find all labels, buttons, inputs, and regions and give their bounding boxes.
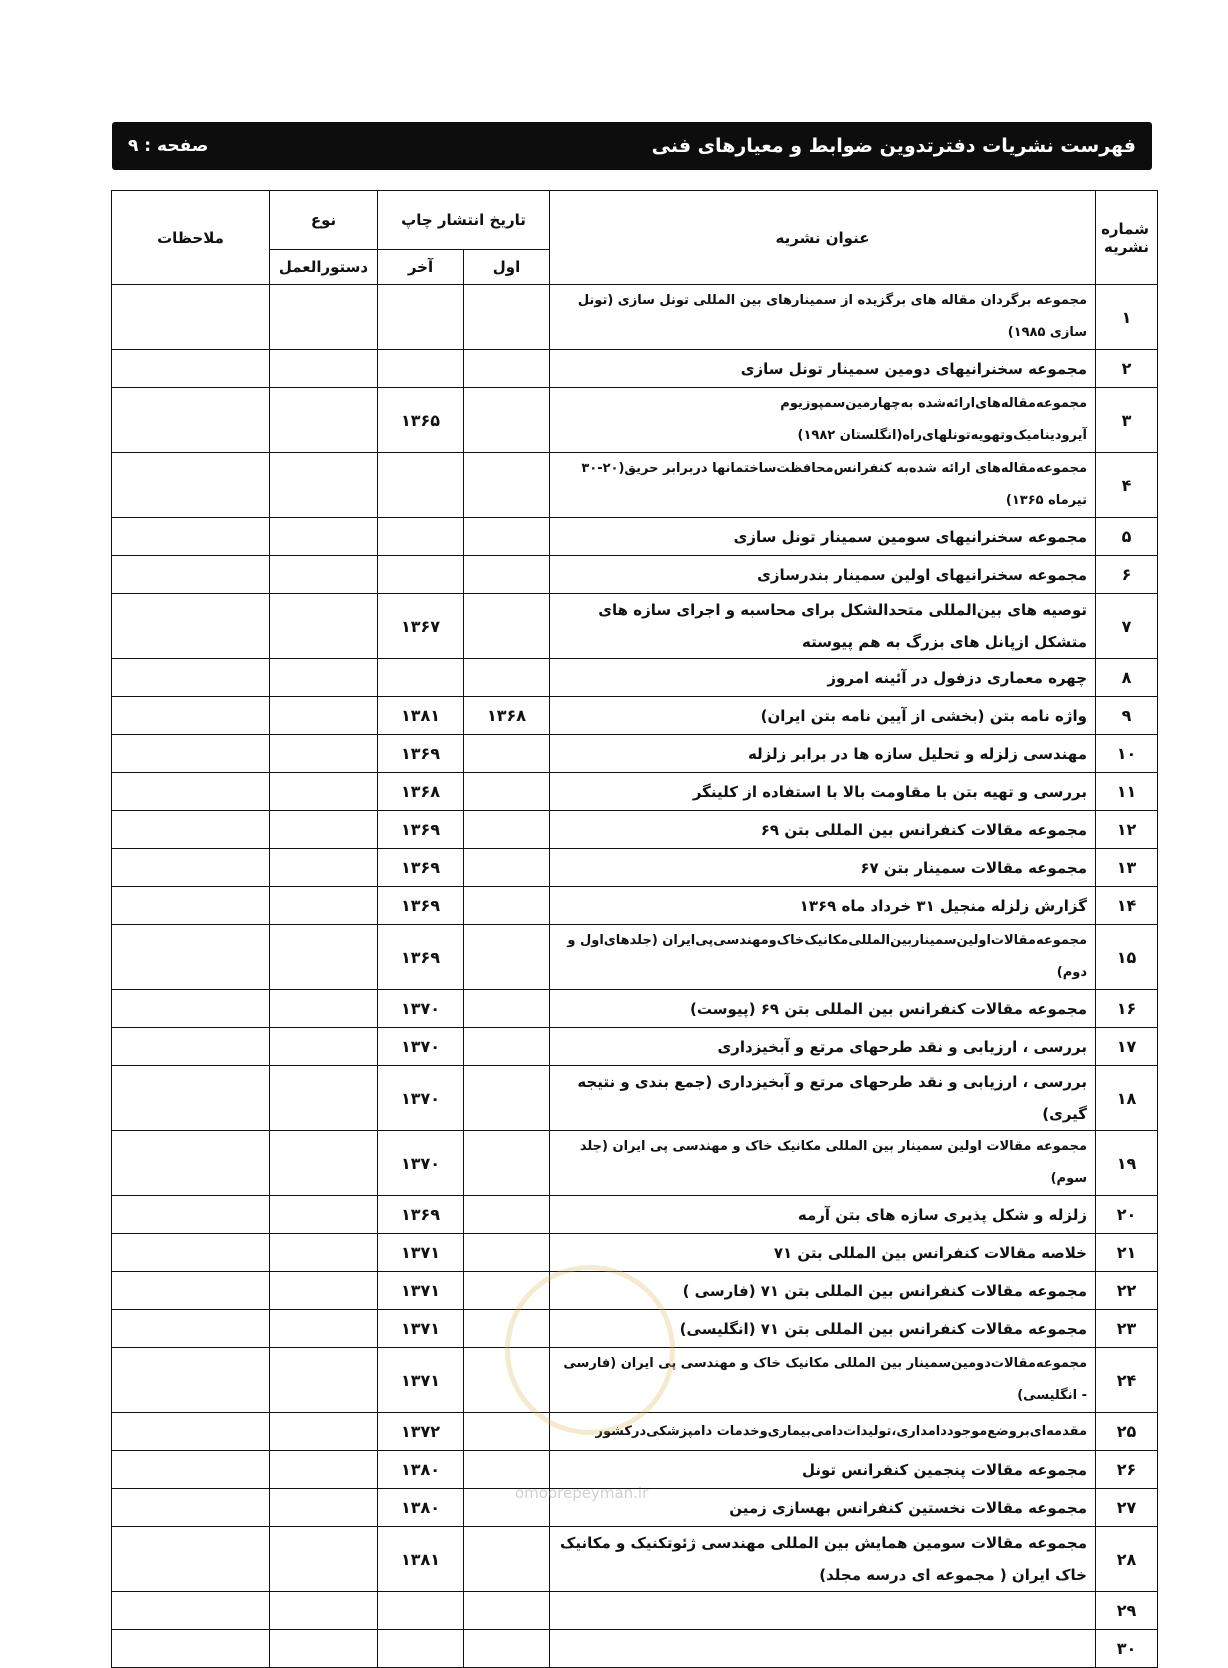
header-number: شماره نشریه bbox=[1096, 191, 1158, 285]
table-row bbox=[111, 1413, 1157, 1451]
row-type bbox=[269, 1234, 377, 1272]
row-notes bbox=[111, 1348, 269, 1413]
row-title: چهره معماری دزفول در آئینه امروز bbox=[550, 659, 1096, 697]
row-title: گزارش زلزله منجیل ۳۱ خرداد ماه ۱۳۶۹ bbox=[550, 887, 1096, 925]
row-type bbox=[269, 1489, 377, 1527]
row-type bbox=[269, 1348, 377, 1413]
row-number: ۲۸ bbox=[1096, 1527, 1158, 1592]
row-last-edition: ۱۳۷۰ bbox=[377, 990, 463, 1028]
row-first-edition bbox=[464, 1066, 550, 1131]
row-first-edition: ۱۳۶۸ bbox=[464, 697, 550, 735]
row-last-edition: ۱۳۷۰ bbox=[377, 1028, 463, 1066]
row-type bbox=[269, 735, 377, 773]
row-number: ۱۲ bbox=[1096, 811, 1158, 849]
row-title: مجموعه‌مقاله‌های ارائه شده‌به کنفرانس‌محافظت‌ساختمانها دربرابر حریق(۲۰-۳۰ تیرماه ۱۳۶۵) bbox=[550, 453, 1096, 518]
row-type bbox=[269, 773, 377, 811]
table-row bbox=[111, 1272, 1157, 1310]
row-last-edition: ۱۳۶۹ bbox=[377, 1196, 463, 1234]
row-number: ۷ bbox=[1096, 594, 1158, 659]
row-notes bbox=[111, 925, 269, 990]
row-last-edition: ۱۳۸۱ bbox=[377, 697, 463, 735]
row-title: مجموعه سخنرانیهای سومین سمینار تونل سازی bbox=[550, 518, 1096, 556]
row-first-edition bbox=[464, 1527, 550, 1592]
row-number: ۱۹ bbox=[1096, 1131, 1158, 1196]
row-notes bbox=[111, 1131, 269, 1196]
row-first-edition bbox=[464, 990, 550, 1028]
row-number: ۱ bbox=[1096, 285, 1158, 350]
row-notes bbox=[111, 1272, 269, 1310]
table-row bbox=[111, 925, 1157, 990]
row-type bbox=[269, 388, 377, 453]
row-number: ۹ bbox=[1096, 697, 1158, 735]
table-row bbox=[111, 990, 1157, 1028]
header-notes: ملاحظات bbox=[111, 191, 269, 285]
row-last-edition bbox=[377, 1592, 463, 1630]
table-row bbox=[111, 1630, 1157, 1668]
row-last-edition: ۱۳۷۱ bbox=[377, 1348, 463, 1413]
row-notes bbox=[111, 1527, 269, 1592]
row-title bbox=[550, 1630, 1096, 1668]
row-number: ۲۳ bbox=[1096, 1310, 1158, 1348]
row-first-edition bbox=[464, 388, 550, 453]
row-number: ۲۴ bbox=[1096, 1348, 1158, 1413]
row-last-edition bbox=[377, 556, 463, 594]
row-last-edition: ۱۳۷۰ bbox=[377, 1066, 463, 1131]
header-last-edition: آخر bbox=[377, 250, 463, 285]
row-last-edition bbox=[377, 285, 463, 350]
row-last-edition bbox=[377, 350, 463, 388]
row-notes bbox=[111, 453, 269, 518]
row-number: ۱۳ bbox=[1096, 849, 1158, 887]
row-number: ۱۰ bbox=[1096, 735, 1158, 773]
row-last-edition: ۱۳۶۹ bbox=[377, 811, 463, 849]
publications-table-wrap bbox=[112, 190, 1158, 1668]
row-title: مجموعه مقالات پنجمین کنفرانس تونل bbox=[550, 1451, 1096, 1489]
row-title: مجموعه مقالات اولین سمینار بین المللی مکانیک خاک و مهندسی پی ایران (جلد سوم) bbox=[550, 1131, 1096, 1196]
row-notes bbox=[111, 735, 269, 773]
row-first-edition bbox=[464, 556, 550, 594]
row-notes bbox=[111, 811, 269, 849]
row-first-edition bbox=[464, 1592, 550, 1630]
row-last-edition: ۱۳۷۱ bbox=[377, 1310, 463, 1348]
row-first-edition bbox=[464, 594, 550, 659]
row-first-edition bbox=[464, 1451, 550, 1489]
row-first-edition bbox=[464, 453, 550, 518]
row-type bbox=[269, 1131, 377, 1196]
row-notes bbox=[111, 1592, 269, 1630]
row-first-edition bbox=[464, 1272, 550, 1310]
row-number: ۲۶ bbox=[1096, 1451, 1158, 1489]
row-title bbox=[550, 1592, 1096, 1630]
row-first-edition bbox=[464, 735, 550, 773]
row-notes bbox=[111, 1234, 269, 1272]
row-type bbox=[269, 811, 377, 849]
row-last-edition: ۱۳۶۵ bbox=[377, 388, 463, 453]
row-first-edition bbox=[464, 1028, 550, 1066]
row-number: ۲۱ bbox=[1096, 1234, 1158, 1272]
row-type bbox=[269, 1272, 377, 1310]
row-title: بررسی و تهیه بتن با مقاومت بالا با استفاده از کلینگر bbox=[550, 773, 1096, 811]
row-title: مجموعه مقالات سمینار بتن ۶۷ bbox=[550, 849, 1096, 887]
row-number: ۳۰ bbox=[1096, 1630, 1158, 1668]
row-notes bbox=[111, 849, 269, 887]
table-row bbox=[111, 1527, 1157, 1592]
row-first-edition bbox=[464, 659, 550, 697]
table-row bbox=[111, 556, 1157, 594]
row-type bbox=[269, 518, 377, 556]
row-notes bbox=[111, 518, 269, 556]
row-number: ۱۷ bbox=[1096, 1028, 1158, 1066]
row-last-edition: ۱۳۸۰ bbox=[377, 1451, 463, 1489]
table-row bbox=[111, 594, 1157, 659]
row-type bbox=[269, 849, 377, 887]
row-notes bbox=[111, 773, 269, 811]
row-title: بررسی ، ارزیابی و نقد طرحهای مرتع و آبخیزداری (جمع بندی و نتیجه گیری) bbox=[550, 1066, 1096, 1131]
row-number: ۱۵ bbox=[1096, 925, 1158, 990]
row-notes bbox=[111, 1413, 269, 1451]
header-title: عنوان نشریه bbox=[550, 191, 1096, 285]
row-last-edition: ۱۳۶۷ bbox=[377, 594, 463, 659]
table-row bbox=[111, 811, 1157, 849]
document-title: فهرست نشریات دفترتدوین ضوابط و معیارهای فنی bbox=[651, 135, 1136, 157]
row-last-edition bbox=[377, 659, 463, 697]
table-row bbox=[111, 388, 1157, 453]
row-first-edition bbox=[464, 1131, 550, 1196]
row-type bbox=[269, 659, 377, 697]
row-last-edition: ۱۳۷۰ bbox=[377, 1131, 463, 1196]
table-row bbox=[111, 1451, 1157, 1489]
table-row bbox=[111, 1196, 1157, 1234]
row-first-edition bbox=[464, 773, 550, 811]
row-title: مجموعه‌مقالات‌اولین‌سمینار‌بین‌المللی‌مکانیک‌خاک‌و‌مهندسی‌پی‌ایران (جلدهای‌اول و دوم) bbox=[550, 925, 1096, 990]
table-row bbox=[111, 518, 1157, 556]
table-row bbox=[111, 849, 1157, 887]
row-notes bbox=[111, 1630, 269, 1668]
table-row bbox=[111, 697, 1157, 735]
row-title: زلزله و شکل پذیری سازه های بتن آرمه bbox=[550, 1196, 1096, 1234]
row-type bbox=[269, 925, 377, 990]
row-first-edition bbox=[464, 1630, 550, 1668]
header-instruction: دستورالعمل bbox=[269, 250, 377, 285]
table-body bbox=[111, 285, 1157, 1668]
row-title: مجموعه سخنرانیهای اولین سمینار بندرسازی bbox=[550, 556, 1096, 594]
table-row bbox=[111, 1310, 1157, 1348]
row-type bbox=[269, 1451, 377, 1489]
row-notes bbox=[111, 1489, 269, 1527]
row-type bbox=[269, 285, 377, 350]
row-number: ۴ bbox=[1096, 453, 1158, 518]
row-type bbox=[269, 594, 377, 659]
row-first-edition bbox=[464, 1413, 550, 1451]
watermark-text: omoorepeyman.ir bbox=[515, 1484, 649, 1502]
row-title: مجموعه مقالات کنفرانس بین المللی بتن ۶۹ (پیوست) bbox=[550, 990, 1096, 1028]
row-last-edition: ۱۳۶۸ bbox=[377, 773, 463, 811]
row-number: ۱۶ bbox=[1096, 990, 1158, 1028]
row-last-edition: ۱۳۶۹ bbox=[377, 735, 463, 773]
row-notes bbox=[111, 990, 269, 1028]
row-title: مجموعه‌مقالات‌دومین‌سمینار بین المللی مکانیک خاک و مهندسی پی ایران (فارسی - انگلیسی) bbox=[550, 1348, 1096, 1413]
row-first-edition bbox=[464, 350, 550, 388]
row-title: مجموعه مقالات کنفرانس بین المللی بتن ۶۹ bbox=[550, 811, 1096, 849]
row-number: ۱۱ bbox=[1096, 773, 1158, 811]
row-number: ۵ bbox=[1096, 518, 1158, 556]
row-title: مجموعه‌مقاله‌های‌ارائه‌شده به‌چهارمین‌سمپوزیوم آیرودینامیک‌و‌تهویه‌تونلهای‌راه(انگلستان ۱۹۸۲) bbox=[550, 388, 1096, 453]
row-notes bbox=[111, 1066, 269, 1131]
row-first-edition bbox=[464, 1348, 550, 1413]
row-notes bbox=[111, 556, 269, 594]
row-title: واژه نامه بتن (بخشی از آیین نامه بتن ایران) bbox=[550, 697, 1096, 735]
table-row bbox=[111, 285, 1157, 350]
header-bar bbox=[112, 122, 1152, 170]
row-number: ۲۷ bbox=[1096, 1489, 1158, 1527]
row-last-edition bbox=[377, 1630, 463, 1668]
row-number: ۸ bbox=[1096, 659, 1158, 697]
row-type bbox=[269, 453, 377, 518]
row-type bbox=[269, 1066, 377, 1131]
table-row bbox=[111, 350, 1157, 388]
row-notes bbox=[111, 388, 269, 453]
row-type bbox=[269, 350, 377, 388]
row-title: توصیه های بین‌المللی متحدالشکل برای محاسبه و اجرای سازه های متشکل ازپانل های بزرگ به هم پیوسته bbox=[550, 594, 1096, 659]
row-first-edition bbox=[464, 285, 550, 350]
row-first-edition bbox=[464, 1196, 550, 1234]
table-row bbox=[111, 1348, 1157, 1413]
row-first-edition bbox=[464, 925, 550, 990]
row-type bbox=[269, 1630, 377, 1668]
row-title: بررسی ، ارزیابی و نقد طرحهای مرتع و آبخیزداری bbox=[550, 1028, 1096, 1066]
table-row bbox=[111, 773, 1157, 811]
row-type bbox=[269, 1527, 377, 1592]
row-last-edition: ۱۳۷۱ bbox=[377, 1234, 463, 1272]
row-last-edition: ۱۳۶۹ bbox=[377, 849, 463, 887]
row-notes bbox=[111, 350, 269, 388]
row-type bbox=[269, 556, 377, 594]
row-title: خلاصه مقالات کنفرانس بین المللی بتن ۷۱ bbox=[550, 1234, 1096, 1272]
row-last-edition: ۱۳۶۹ bbox=[377, 887, 463, 925]
page-number: صفحه : ۹ bbox=[128, 136, 209, 156]
row-title: مقدمه‌ای‌برو‌ضع‌موجود‌دامداری،‌تولیدات‌دامی‌بیماری‌و‌خدمات دامپزشکی‌در‌کشور bbox=[550, 1413, 1096, 1451]
table-row bbox=[111, 735, 1157, 773]
row-last-edition bbox=[377, 518, 463, 556]
row-last-edition: ۱۳۶۹ bbox=[377, 925, 463, 990]
row-number: ۱۴ bbox=[1096, 887, 1158, 925]
row-number: ۲ bbox=[1096, 350, 1158, 388]
row-notes bbox=[111, 594, 269, 659]
row-type bbox=[269, 1196, 377, 1234]
header-type: نوع bbox=[269, 191, 377, 250]
row-type bbox=[269, 1028, 377, 1066]
row-number: ۶ bbox=[1096, 556, 1158, 594]
header-publish-date: تاریخ انتشار چاپ bbox=[377, 191, 549, 250]
row-notes bbox=[111, 887, 269, 925]
header-first-edition: اول bbox=[464, 250, 550, 285]
row-last-edition: ۱۳۸۱ bbox=[377, 1527, 463, 1592]
row-title: مجموعه سخنرانیهای دومین سمینار تونل سازی bbox=[550, 350, 1096, 388]
row-title: مجموعه مقالات سومین همایش بین المللی مهندسی ژئوتکنیک و مکانیک خاک ایران ( مجموعه ای درسه مجلد) bbox=[550, 1527, 1096, 1592]
row-number: ۲۲ bbox=[1096, 1272, 1158, 1310]
row-title: مجموعه مقالات نخستین کنفرانس بهسازی زمین bbox=[550, 1489, 1096, 1527]
row-notes bbox=[111, 1196, 269, 1234]
row-type bbox=[269, 697, 377, 735]
row-notes bbox=[111, 697, 269, 735]
row-type bbox=[269, 887, 377, 925]
row-title: مجموعه مقالات کنفرانس بین المللی بتن ۷۱ (فارسی ) bbox=[550, 1272, 1096, 1310]
row-notes bbox=[111, 1451, 269, 1489]
table-row bbox=[111, 1131, 1157, 1196]
row-last-edition: ۱۳۷۱ bbox=[377, 1272, 463, 1310]
table-row bbox=[111, 1234, 1157, 1272]
row-title: مجموعه برگردان مقاله های برگزیده از سمینارهای بین المللی تونل سازی (تونل سازی ۱۹۸۵) bbox=[550, 285, 1096, 350]
row-type bbox=[269, 1592, 377, 1630]
row-last-edition: ۱۳۷۲ bbox=[377, 1413, 463, 1451]
row-last-edition: ۱۳۸۰ bbox=[377, 1489, 463, 1527]
row-title: مجموعه مقالات کنفرانس بین المللی بتن ۷۱ (انگلیسی) bbox=[550, 1310, 1096, 1348]
publications-table bbox=[111, 190, 1158, 1668]
row-number: ۲۰ bbox=[1096, 1196, 1158, 1234]
row-number: ۱۸ bbox=[1096, 1066, 1158, 1131]
row-notes bbox=[111, 1028, 269, 1066]
row-first-edition bbox=[464, 518, 550, 556]
row-type bbox=[269, 990, 377, 1028]
row-title: مهندسی زلزله و تحلیل سازه ها در برابر زلزله bbox=[550, 735, 1096, 773]
row-type bbox=[269, 1413, 377, 1451]
table-row bbox=[111, 887, 1157, 925]
row-notes bbox=[111, 285, 269, 350]
row-first-edition bbox=[464, 811, 550, 849]
row-first-edition bbox=[464, 849, 550, 887]
row-last-edition bbox=[377, 453, 463, 518]
row-first-edition bbox=[464, 887, 550, 925]
table-row bbox=[111, 1592, 1157, 1630]
row-type bbox=[269, 1310, 377, 1348]
row-number: ۲۹ bbox=[1096, 1592, 1158, 1630]
row-notes bbox=[111, 659, 269, 697]
row-first-edition bbox=[464, 1310, 550, 1348]
table-row bbox=[111, 659, 1157, 697]
row-number: ۲۵ bbox=[1096, 1413, 1158, 1451]
row-number: ۳ bbox=[1096, 388, 1158, 453]
table-row bbox=[111, 1066, 1157, 1131]
table-row bbox=[111, 453, 1157, 518]
table-row bbox=[111, 1028, 1157, 1066]
row-first-edition bbox=[464, 1234, 550, 1272]
row-notes bbox=[111, 1310, 269, 1348]
